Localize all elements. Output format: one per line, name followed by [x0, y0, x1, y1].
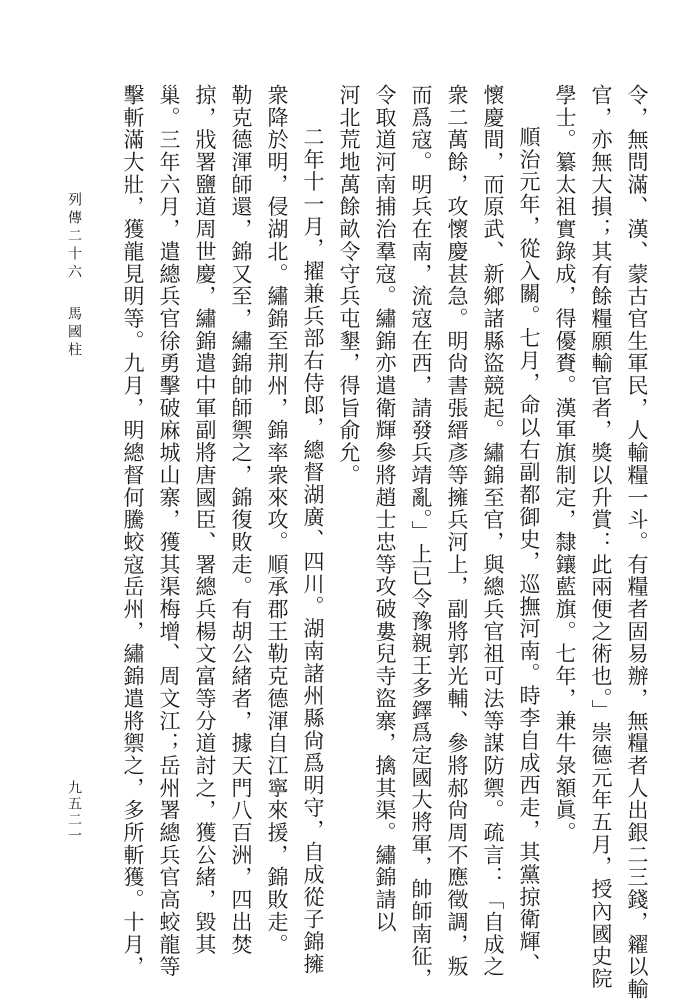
- text-column-14: 巢。三年六月，遣總兵官徐勇擊破麻城山寨，獲其渠梅增、周文江；岳州署總兵官高蛟龍等: [157, 84, 181, 978]
- chapter-title: 列傳二十六: [66, 192, 82, 282]
- biography-name: 馬國柱: [66, 306, 82, 360]
- page-number: 九五二一: [66, 780, 82, 844]
- text-column-9: 河北荒地萬餘畝令守兵屯墾，得旨俞允。: [337, 84, 361, 487]
- running-header: [64, 192, 84, 360]
- text-column-2: 官，亦無大損；其有餘糧願輸官者，獎以升賞：此兩便之術也。」崇德元年五月，授內國史院: [589, 84, 613, 990]
- text-column-1: 令，無問滿、漢、蒙古官生軍民，人輸糧一斗。有糧者固易辦，無糧者人出銀二三錢，糴以輸: [625, 84, 649, 1000]
- text-column-8: 令取道河南捕治羣寇。繡錦亦遣衛輝參將趙士忠等攻破婁兒寺盜寨，擒其渠。繡錦請以: [373, 84, 397, 934]
- text-column-6: 衆二萬餘，攻懷慶甚急。明尙書張縉彥等擁兵河上，副將郭光輔、參將郝尙周不應徵調，叛: [445, 84, 469, 978]
- text-column-4: 順治元年，從入關。七月，命以右副都御史，巡撫河南。時李自成西走，其黨掠衛輝、: [517, 126, 541, 976]
- text-column-3: 學士。纂太祖實錄成，得優賚。漢軍旗制定，隸鑲藍旗。七年，兼牛彔額眞。: [553, 84, 577, 844]
- text-column-7: 而爲寇。明兵在南，流寇在西，請發兵靖亂。」上已令豫親王多鐸爲定國大將軍，帥師南征，: [409, 84, 433, 990]
- text-column-11: 衆降於明，侵湖北。繡錦至荆州，錦率衆來攻。順承郡王勒克德渾自江寧來援，錦敗走。: [265, 84, 289, 956]
- text-column-10: 二年十一月，擢兼兵部右侍郎，總督湖廣、四川。湖南諸州縣尙爲明守，自成從子錦擁: [301, 126, 325, 976]
- text-column-5: 懷慶間，而原武、新鄉諸縣盜競起。繡錦至官，與總兵官祖可法等謀防禦。疏言：「自成之: [481, 84, 505, 978]
- text-column-12: 勒克德渾師還，錦又至，繡錦帥師禦之，錦復敗走。有胡公緒者，據天門八百洲，四出焚: [229, 84, 253, 956]
- text-column-15: 擊斬滿大壯，獲龍見明等。九月，明總督何騰蛟寇岳州，繡錦遣將禦之，多所斬獲。十月，: [121, 84, 145, 978]
- text-column-13: 掠，戕署鹽道周世慶，繡錦遣中軍副將唐國臣、署總兵楊文富等分道討之，獲公緒，毀其: [193, 84, 217, 956]
